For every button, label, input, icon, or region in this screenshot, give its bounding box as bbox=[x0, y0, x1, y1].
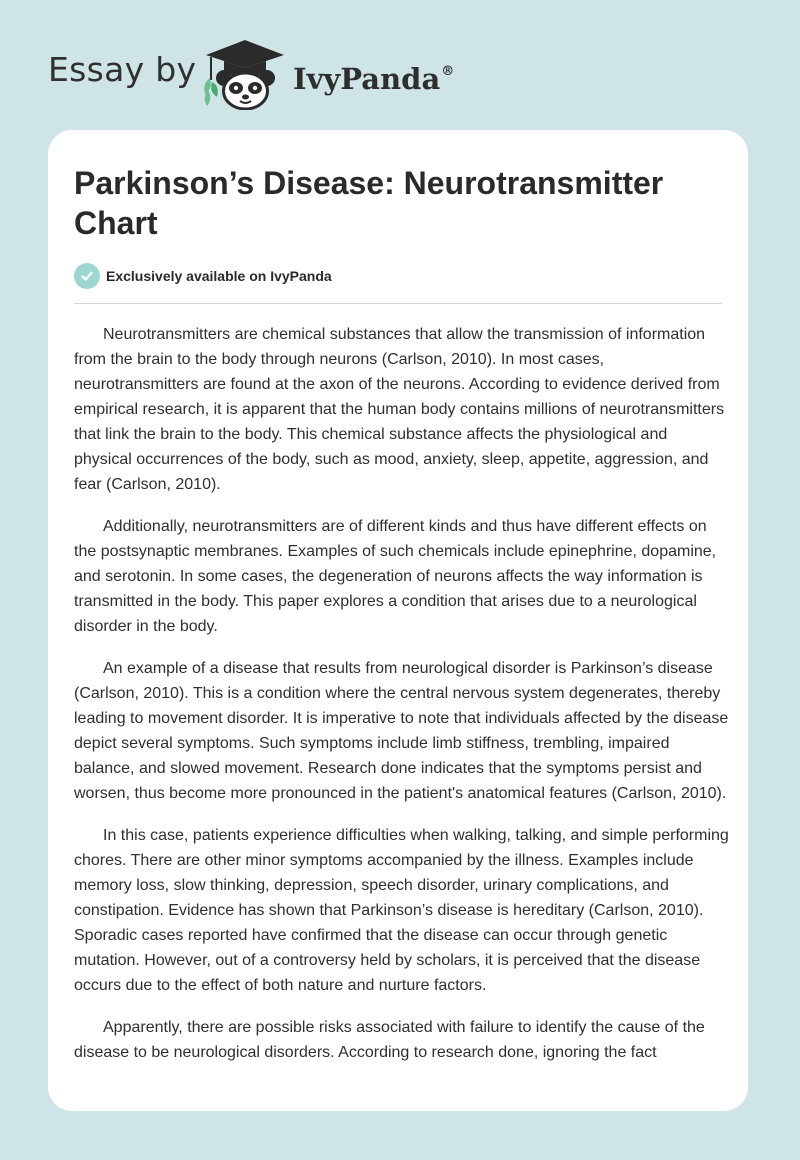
divider bbox=[74, 303, 722, 304]
essay-by-label: Essay by bbox=[48, 50, 197, 89]
brand-text: IvyPanda bbox=[293, 62, 441, 96]
badge-text: Exclusively available on IvyPanda bbox=[106, 268, 332, 284]
site-header bbox=[0, 0, 800, 130]
registered-mark: ® bbox=[441, 64, 455, 79]
paragraph: Apparently, there are possible risks associated with failure to identify the cause of the disease to be neurological disorders. According to research done, ignoring the fact bbox=[74, 1019, 705, 1061]
paragraph: In this case, patients experience difficulties when walking, talking, and simple performing chores. There are other minor symptoms accompanied by the illness. Examples include memory loss, slow thinking, depression, speech disorder, urinary complications, and constipation. Evidence has shown that Parkinson’s disease is hereditary (Carlson, 2010). Sporadic cases reported have confirmed that the disease can occur through genetic mutation. However, out of a controversy held by scholars, it is perceived that the disease occurs due to the effect of both nature and nurture factors. bbox=[74, 827, 729, 994]
panda-logo-icon[interactable] bbox=[200, 36, 286, 110]
paragraph: Additionally, neurotransmitters are of different kinds and thus have different effects on the postsynaptic membranes. Examples of such chemicals include epinephrine, dopamine, and serotonin. In some cases, the degeneration of neurons affects the way information is transmitted in the body. This paper explores a condition that arises due to a neurological disorder in the body. bbox=[74, 518, 717, 635]
check-icon bbox=[74, 263, 100, 289]
exclusive-badge bbox=[74, 263, 332, 289]
article-card bbox=[48, 130, 748, 1111]
paragraph: An example of a disease that results from neurological disorder is Parkinson’s disease (Carlson, 2010). This is a condition where the central nervous system degenerates, thereby leading to movement disorder. It is imperative to note that individuals affected by the disease depict several symptoms. Such symptoms include limb stiffness, trembling, impaired balance, and slowed movement. Research done indicates that the symptoms persist and worsen, thus become more pronounced in the patient's anatomical features (Carlson, 2010). bbox=[74, 660, 729, 802]
paragraph: Neurotransmitters are chemical substances that allow the transmission of information from the brain to the body through neurons (Carlson, 2010). In most cases, neurotransmitters are found at the axon of the neurons. According to evidence derived from empirical research, it is apparent that the human body contains millions of neurotransmitters that link the brain to the body. This chemical substance affects the physiological and physical occurrences of the body, such as mood, anxiety, sleep, appetite, aggression, and fear (Carlson, 2010). bbox=[74, 326, 725, 493]
brand-name[interactable] bbox=[293, 54, 454, 97]
article-body bbox=[74, 322, 729, 1082]
page-title: Parkinson’s Disease: Neurotransmitter Chart bbox=[74, 165, 664, 241]
